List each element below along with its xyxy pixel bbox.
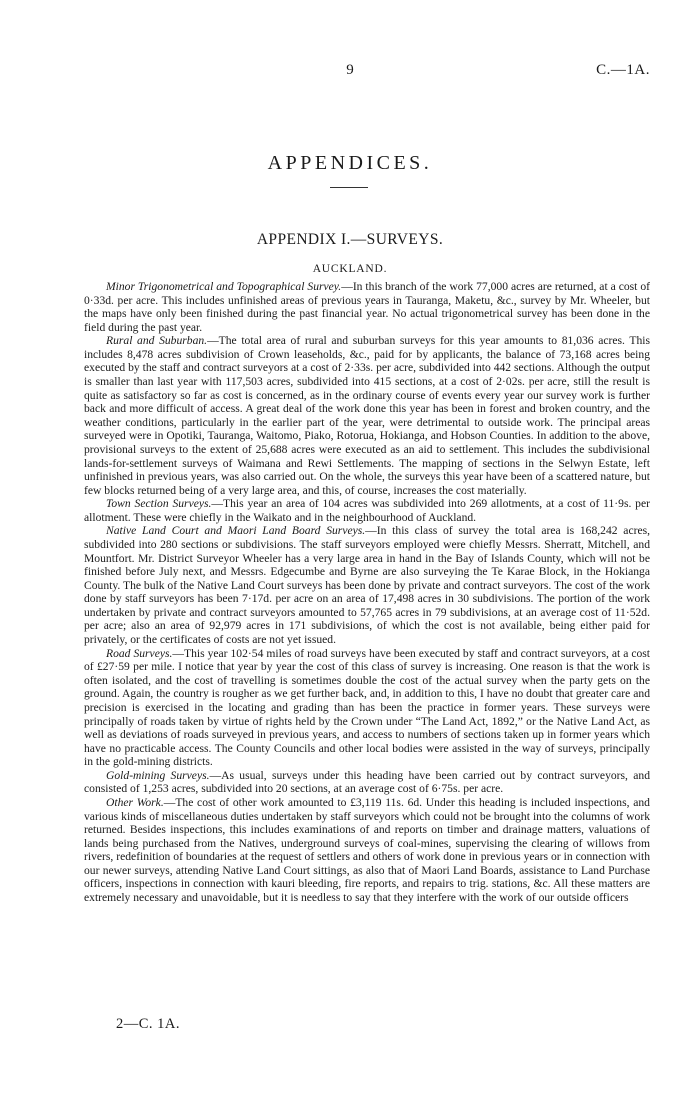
paragraph-heading: Rural and Suburban.: [106, 334, 208, 348]
document-reference: C.—1A.: [596, 62, 650, 78]
paragraph-heading: Native Land Court and Maori Land Board Surveys.: [106, 524, 366, 538]
paragraph-heading: Gold-mining Surveys.: [106, 768, 210, 782]
paragraph-text: —The total area of rural and suburban surveys for this year amounts to 81,036 acres. This includes 8,478 acres subdivision of Crown leaseholds, &c., paid for by applicants, the balance of 73,168 acres being executed by the staff and contract surveyors at a cost of 2·33s. per acre, subdivided into 442 sections. Although the output is smaller than last year with 117,503 acres, subdivided into 415 sections, at a cost of 2·02s. per acre, still the result is quite as satisfactory so far as cost is concerned, as in the ordinary course of events every year our survey work is further back and more difficult of access. A great deal of the work done this year has been in forest and broken country, and the weather conditions, particularly in the earlier part of the year, were detrimental to outside work. The principal areas surveyed were in Opotiki, Tauranga, Waitomo, Piako, Rotorua, Hokianga, and Hobson Counties. In addition to the above, provisional surveys to the extent of 25,688 acres were executed as an aid to settlement. This includes the subdivisional lands-for-settlement surveys of Waimana and Rewi Settlements. The mapping of sections in the Selwyn Estate, left unfinished in previous years, was also carried out. On the whole, the surveys this year have been of a scattered nature, but few blocks returned being of a very large area, and this, of course, increases the cost materially.: [84, 334, 650, 497]
paragraph-heading: Other Work.: [106, 795, 164, 809]
paragraph-text: —As usual, surveys under this heading have been carried out by contract surveyors, and consisted of 1,253 acres, subdivided into 20 sections, at an average cost of 6·75s. per acre.: [84, 768, 650, 796]
paragraph-text: —This year an area of 104 acres was subdivided into 269 allotments, at a cost of 11·9s. per allotment. These were chiefly in the Waikato and in the neighbourhood of Auckland.: [84, 497, 650, 524]
title-divider: [330, 187, 368, 188]
paragraph-heading: Town Section Surveys.: [106, 497, 212, 511]
paragraph-town-section: [84, 497, 650, 524]
body-text: [84, 280, 650, 905]
paragraph-minor-trig: [84, 280, 650, 334]
paragraph-rural-suburban: [84, 334, 650, 497]
paragraph-road-surveys: [84, 647, 650, 769]
paragraph-heading: Road Surveys.: [106, 646, 173, 660]
paragraph-other-work: [84, 796, 650, 905]
paragraph-text: —In this branch of the work 77,000 acres are returned, at a cost of 0·33d. per acre. This includes unfinished areas of previous years in Tauranga, Maketu, &c., survey by Mr. Wheeler, but the maps have only been finished during the past financial year. No actual trigonometrical survey has been done in the field during the past year.: [84, 280, 651, 334]
page-title: APPENDICES.: [267, 152, 433, 174]
paragraph-native-land: [84, 524, 650, 646]
signature-mark: 2—C. 1A.: [116, 1016, 181, 1032]
paragraph-text: —The cost of other work amounted to £3,119 11s. 6d. Under this heading is included inspections, and various kinds of miscellaneous duties undertaken by staff surveyors which could not be brought into the columns of work returned. Besides inspections, this includes examinations of and reports on timber and drainage matters, valuations of lands being purchased from the Natives, underground surveys of coal-mines, supervising the clearing of willows from rivers, redefinition of boundaries at the request of settlers and others of work done in previous years or in connection with our newer surveys, attending Native Land Court sittings, as also that of Maori Land Boards, assistance to Land Purchase officers, inspections in connection with kauri bleeding, fire reports, and repairs to trig. stations, &c. All these matters are extremely necessary and unavoidable, but it is needless to say that they interfere with the work of our outside officers: [84, 795, 650, 905]
region-heading: AUCKLAND.: [312, 263, 388, 275]
appendix-title: APPENDIX I.—SURVEYS.: [256, 231, 444, 248]
paragraph-text: —In this class of survey the total area is 168,242 acres, subdivided into 280 sections or subdivisions. The staff surveyors employed were chiefly Messrs. Sherratt, Mitchell, and Mountfort. Mr. District Surveyor Wheeler has a very large area in hand in the Bay of Islands County, which will not be finished before July next, and Messrs. Edgecumbe and Byrne are also surveying the Te Karae Block, in the Hokianga County. The bulk of the Native Land Court surveys has been done by private and contract surveyors. The cost of the work done by staff surveyors has been 7·17d. per acre on an area of 17,498 acres in 30 subdivisions. The portion of the work undertaken by private and contract surveyors amounted to 57,765 acres in 79 subdivisions, at an average cost of 11·52d. per acre; also an area of 92,979 acres in 171 subdivisions, of which the cost is not available, being either paid for privately, or the certificates of costs are not yet issued.: [84, 524, 651, 647]
paragraph-text: —This year 102·54 miles of road surveys have been executed by staff and contract surveyors, at a cost of £27·59 per mile. I notice that year by year the cost of this class of survey is increasing. One reason is that the work is often isolated, and the cost of travelling is sometimes double the cost of the actual survey when the party gets on the ground. Again, the country is rougher as we get further back, and, in addition to this, I have no doubt that greater care and precision is exercised in the locating and grading than has been the practice in former years. These surveys were principally of roads taken by virtue of rights held by the Crown under “The Land Act, 1892,” or the Native Land Act, as well as deviations of roads surveyed in previous years, and access to numbers of sections taken up in former years which have no practicable access. The County Councils and other local bodies were assisted in the way of surveys, principally in the gold-mining districts.: [84, 646, 650, 769]
paragraph-heading: Minor Trigonometrical and Topographical Survey.: [106, 280, 342, 293]
paragraph-gold-mining: [84, 769, 650, 796]
page-number: 9: [346, 62, 354, 78]
